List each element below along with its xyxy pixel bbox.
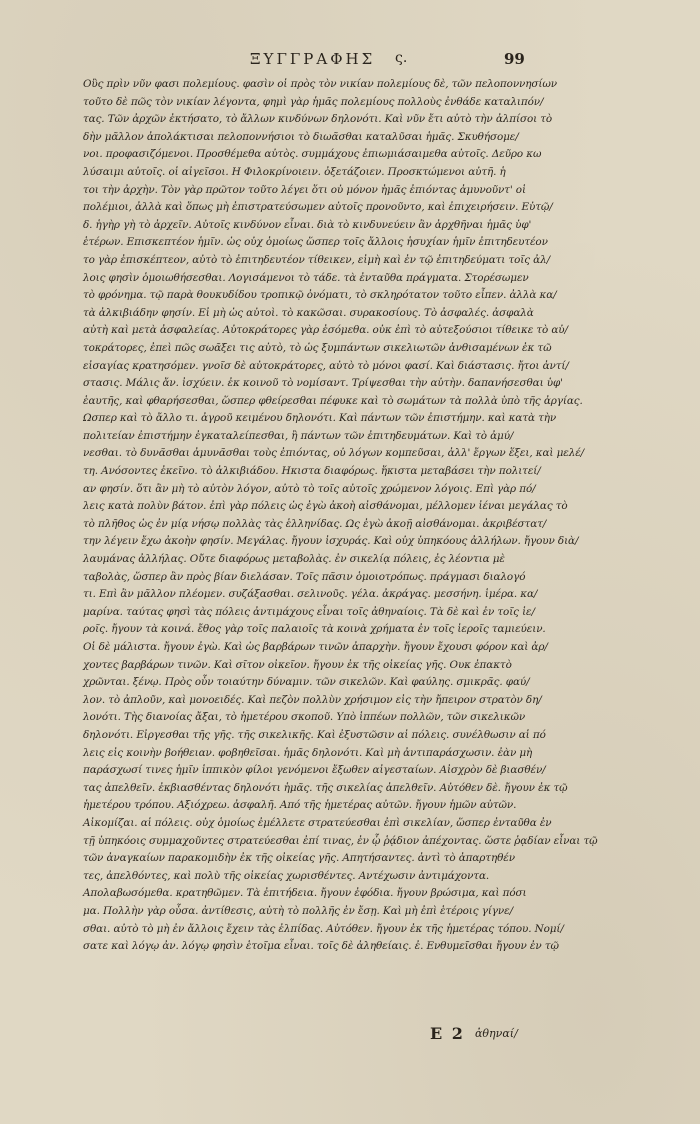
text-line: χρῶνται. ξένῳ. Πρὸς οὖν τοιαύτην δύναμιν. τῶν σικελῶν. Καὶ φαύλης. σμικρᾶς. φαύ/ [83, 676, 530, 689]
page-number: 99 [504, 50, 525, 68]
text-line: Αἰκομίζαι. αἱ πόλεις. οὐχ ὁμοίως ἐμέλλετε στρατεύεσθαι ἐπὶ σικελίαν, ὥσπερ ἐνταῦθα ἐν [83, 816, 552, 829]
text-line: Οἱ δὲ μάλιστα. ἤγουν ἐγὼ. Καὶ ὡς βαρβάρων τινῶν ἀπαρχὴν. ἤγουν ἔχουσι φόρον καὶ ἀρ/ [83, 641, 548, 653]
text-line: λοις φησὶν ὁμοιωθήσεσθαι. Λογισάμενοι τὸ τάδε. τὰ ἐνταῦθα πράγματα. Στορέσωμεν [83, 271, 529, 284]
text-line: λεις εἰς κοινὴν βοήθειαν. φοβηθεῖσαι. ἡμᾶς δηλονότι. Καὶ μὴ ἀντιπαράσχωσιν. ἐὰν μὴ [83, 746, 533, 759]
text-line: Απολαβωσόμεθα. κρατηθῶμεν. Τὰ ἐπιτήδεια. ἤγουν ἐφόδια. ἤγουν βρώσιμα, καὶ πόσι [83, 887, 527, 900]
text-line: λον. τὸ ἀπλοῦν, καὶ μονοειδές. Καὶ πεζὸν πολλὺν χρήσιμον εἰς τὴν ἤπειρον στρατὸν δη/ [83, 693, 542, 706]
text-line: τῇ ὑπηκόοις συμμαχοῦντες στρατεύεσθαι ἐπί τινας, ἐν ᾧ ῥᾴδιον ἀπέχοντας. ὥστε ῥᾳδίαν εἶναι τῷ [83, 834, 598, 847]
text-line: αν φησίν. ὅτι ἂν μὴ τὸ αὐτὸν λόγον, αὐτὸ τὸ τοῖς αὐτοῖς χρώμενον λόγοις. Επὶ γὰρ πό/ [83, 482, 536, 495]
text-line: σθαι. αὐτὸ τὸ μὴ ἐν ἄλλοις ἔχειν τὰς ἐλπίδας. Αὐτόθεν. ἤγουν ἐκ τῆς ἡμετέρας τόπου. Νομί/ [83, 922, 564, 935]
text-line: πολιτείαν ἐπιστήμην ἐγκαταλείπεσθαι, ἢ πάντων τῶν ἐπιτηδευμάτων. Καὶ τὸ ἀμύ/ [83, 429, 514, 442]
text-line: εἰσαγίας κρατησόμεν. γνοῖσ δὲ αὐτοκράτορες, αὐτὸ τὸ μόνοι φασί. Καὶ διάστασις. ἤτοι ἀντί/ [83, 359, 569, 372]
text-line: τὸ πλῆθος ὡς ἐν μίᾳ νήσῳ πολλὰς τὰς ἑλληνίδας. Ως ἐγὼ ἀκοῇ αἰσθάνομαι. ἀκριβέστατ/ [83, 517, 547, 530]
text-line: λεις κατὰ πολὺν βάτον. ἐπὶ γὰρ πόλεις ὡς ἐγὼ ἀκοὴ αἰσθάνομαι, μέλλομεν ἰέναι μεγάλας τὸ [83, 500, 568, 513]
text-line: ἡμετέρου τρόπου. Αξιόχρεω. ἀσφαλῆ. Από τῆς ἡμετέρας αὐτῶν. ἤγουν ἡμῶν αὐτῶν. [83, 799, 517, 812]
text-line: τας. Τῶν ἀρχῶν ἐκτήσατο, τὸ ἄλλων κινδύνων δηλονότι. Καὶ νῦν ἔτι αὐτὸ τὴν ἀλπίσοι τὸ [83, 113, 553, 126]
text-line: ταβολὰς, ὥσπερ ἂν πρὸς βίαν διελάσαν. Τοῖς πᾶσιν ὁμοιοτρόπως. πράγμασι διαλογό [83, 570, 526, 583]
text-line: πολέμιοι, ἀλλὰ καὶ ὅπως μὴ ἐπιστρατεύσωμεν αὐτοῖς προνοῦντο, καὶ ἐπιχειρήσειν. Εὐτῷ/ [83, 201, 553, 214]
text-line: νοι. προφασιζόμενοι. Προσθέμεθα αὐτὸς. συμμάχους ἐπιωμιάσαιμεθα αὐτοῖς. Δεῦρο κω [83, 148, 542, 161]
text-line: μα. Πολλὴν γὰρ οὖσα. ἀντίθεσις, αὐτὴ τὸ πολλῆς ἐν ἔσῃ. Καὶ μὴ ἐπὶ ἑτέροις γίγνε/ [83, 904, 513, 917]
page-footer [0, 1024, 700, 1046]
signature-mark: Ε 2 [430, 1024, 465, 1043]
text-line: το γὰρ ἐπισκέπτεον, αὐτὸ τὸ ἐπιτηδευτέον τίθεικεν, εἰμὴ καὶ ἐν τῷ ἐπιτηδεύματι τοῖς ἀλ/ [83, 253, 550, 266]
text-line: χοντες βαρβάρων τινῶν. Καὶ σῖτον οἰκεῖον. ἤγουν ἐκ τῆς οἰκείας γῆς. Ουκ ἐπακτὸ [83, 658, 512, 671]
catchword: ἀθηναί/ [475, 1027, 518, 1040]
text-line: παράσχωσί τινες ἡμῖν ἱππικὸν φίλοι γενόμενοι ἔξωθεν αἰγεσταίων. Αἰσχρὸν δὲ βιασθέν/ [83, 764, 546, 777]
text-line: την λέγειν ἔχω ἀκοὴν φησίν. Μεγάλας. ἤγουν ἰσχυράς. Καὶ οὐχ ὑπηκόους ἀλλήλων. ἤγουν διὰ/ [83, 535, 579, 548]
text-line: τῶν ἀναγκαίων παρακομιδὴν ἐκ τῆς οἰκείας γῆς. Απητήσαντες. ἀντὶ τὸ ἀπαρτηθέν [83, 852, 515, 865]
text-line: Οὓς πρὶν νῦν φασι πολεμίους. φασὶν οἱ πρὸς τὸν νικίαν πολεμίους δὲ, τῶν πελοποννησίων [83, 78, 557, 90]
running-title: ΞΥΓΓΡΑΦΗΣ [250, 50, 376, 68]
text-line: σατε καὶ λόγῳ ἀν. λόγῳ φησὶν ἑτοῖμα εἶναι. τοῖς δὲ ἀληθείαις. ἐ. Ενθυμεῖσθαι ἤγουν ἐν τῷ [83, 940, 559, 953]
text-line: τὸ φρόνημα. τῷ παρὰ θουκυδίδου τροπικῷ ὀνόματι, τὸ σκληρότατον τοῦτο εἶπεν. ἀλλὰ κα/ [83, 289, 557, 302]
text-line: στασις. Μάλις ἄν. ἰσχύειν. ἐκ κοινοῦ τὸ νομίσαντ. Τρίψεσθαι τὴν αὐτὴν. δαπανήσεσθαι ὑφ' [83, 377, 563, 390]
text-line: μαρίνα. ταύτας φησὶ τὰς πόλεις ἀντιμάχους εἶναι τοῖς ἀθηναίοις. Τὰ δὲ καὶ ἐν τοῖς ἱε/ [83, 605, 535, 618]
commentary-text [83, 76, 598, 956]
book-number: ς. [395, 50, 408, 66]
text-line: τοῦτο δὲ πῶς τὸν νικίαν λέγοντα, φημὶ γὰρ ἡμᾶς πολεμίους πολλοὺς ἐνθάδε καταλιπόν/ [83, 95, 544, 108]
text-line: νεσθαι. τὸ δυνᾶσθαι ἀμυνᾶσθαι τοὺς ἐπιόντας, οὐ λόγων κομπεῦσαι, ἀλλ' ἔργων ἕξει, καὶ μελέ/ [83, 447, 585, 460]
text-line: τοκράτορες, ἐπεὶ πῶς σωᾶξει τις αὐτὸ, τὸ ὡς ξυμπάντων σικελιωτῶν ἀνθισαμένων ἐκ τῶ [83, 341, 552, 354]
text-line: τὰ ἀλκιβιάδην φησίν. Εἰ μὴ ὡς αὐτοὶ. τὸ κακῶσαι. συρακοσίους. Τὸ ἀσφαλές. ἀσφαλὰ [83, 306, 534, 319]
text-line: τοι τὴν ἀρχὴν. Τὸν γὰρ πρῶτον τοῦτο λέγει ὅτι οὐ μόνον ἡμᾶς ἐπιόντας ἀμυνοῦντ' οἱ [83, 183, 526, 196]
text-line: λαυμάνας ἀλλήλας. Οὔτε διαφόρως μεταβολὰς. ἐν σικελίᾳ πόλεις, ἐς λέοντια μὲ [83, 553, 505, 566]
text-line: τη. Ανόσοντες ἐκεῖνο. τὸ ἀλκιβιάδου. Ηκιστα διαφόρως. ἥκιστα μεταβάσει τὴν πολιτεί/ [83, 465, 541, 478]
text-line: λύσαιμι αὐτοῖς. οἱ αἰγεῖσοι. Η Φιλοκρίνοιειν. ὀξετάζοιεν. Προσκτώμενοι αὐτῆ. ἡ [83, 165, 506, 178]
text-line: λονότι. Τὴς διανοίας ἄξαι, τὸ ἡμετέρου σκοποῦ. Υπὸ ἱππέων πολλῶν, τῶν σικελικῶν [83, 711, 526, 724]
text-line: ἑαυτῆς, καὶ φθαρήσεσθαι, ὥσπερ φθείρεσθαι πέφυκε καὶ τὸ σωμάτων τὰ πολλὰ ὑπὸ τῆς ἀργίας. [83, 394, 583, 407]
text-line: αὐτὴ καὶ μετὰ ἀσφαλείας. Αὐτοκράτορες γὰρ ἐσόμεθα. οὐκ ἐπὶ τὸ αὐτεξούσιοι τίθεικε τὸ αὐ/ [83, 324, 568, 337]
text-line: τες, ἀπελθόντες, καὶ πολὺ τῆς οἰκείας χωρισθέντες. Αντέχωσιν ἀντιμάχοντα. [83, 869, 490, 882]
text-line: ροῖς. ἤγουν τὰ κοινά. ἔθος γὰρ τοῖς παλαιοῖς τὰ κοινὰ χρήματα ἐν τοῖς ἱεροῖς ταμιεύειν. [83, 623, 546, 636]
running-head [0, 50, 700, 72]
text-line: Ωσπερ καὶ τὸ ἄλλο τι. ἀγροῦ κειμένου δηλονότι. Καὶ πάντων τῶν ἐπιστήμην. καὶ κατὰ τὴν [83, 412, 557, 425]
text-line: τας ἀπελθεῖν. ἐκβιασθέντας δηλονότι ἡμᾶς. τῆς σικελίας ἀπελθεῖν. Αὐτόθεν δὲ. ἤγουν ἐκ τῷ [83, 781, 568, 794]
text-line: δὴν μᾶλλον ἀπολάκτισαι πελοποννήσιοι τὸ διωᾶσθαι καταλῦσαι ἡμᾶς. Σκυθήσομε/ [83, 130, 519, 143]
text-line: δηλονότι. Εἰργεσθαι τῆς γῆς. τῆς σικελικῆς. Καὶ ἐξυστῶσιν αἱ πόλεις. συνέλθωσιν αἱ πό [83, 728, 546, 741]
text-line: ἑτέρων. Επισκεπτέον ἡμῖν. ὡς οὐχ ὁμοίως ὥσπερ τοῖς ἄλλοις ἡσυχίαν ἡμῖν ἐπιτηδευτέον [83, 236, 548, 249]
text-line: δ. ἡγὴρ γὴ τὸ ἀρχεῖν. Αὐτοῖς κινδύνον εἶναι. διὰ τὸ κινδυνεύειν ἂν ἀρχθῆναι ἡμᾶς ὑφ' [83, 218, 532, 231]
text-line: τι. Επὶ ἂν μᾶλλον πλέομεν. συζάξασθαι. σελινοῦς. γέλα. ἀκράγας. μεσσήνη. ἱμέρα. κα/ [83, 588, 538, 601]
